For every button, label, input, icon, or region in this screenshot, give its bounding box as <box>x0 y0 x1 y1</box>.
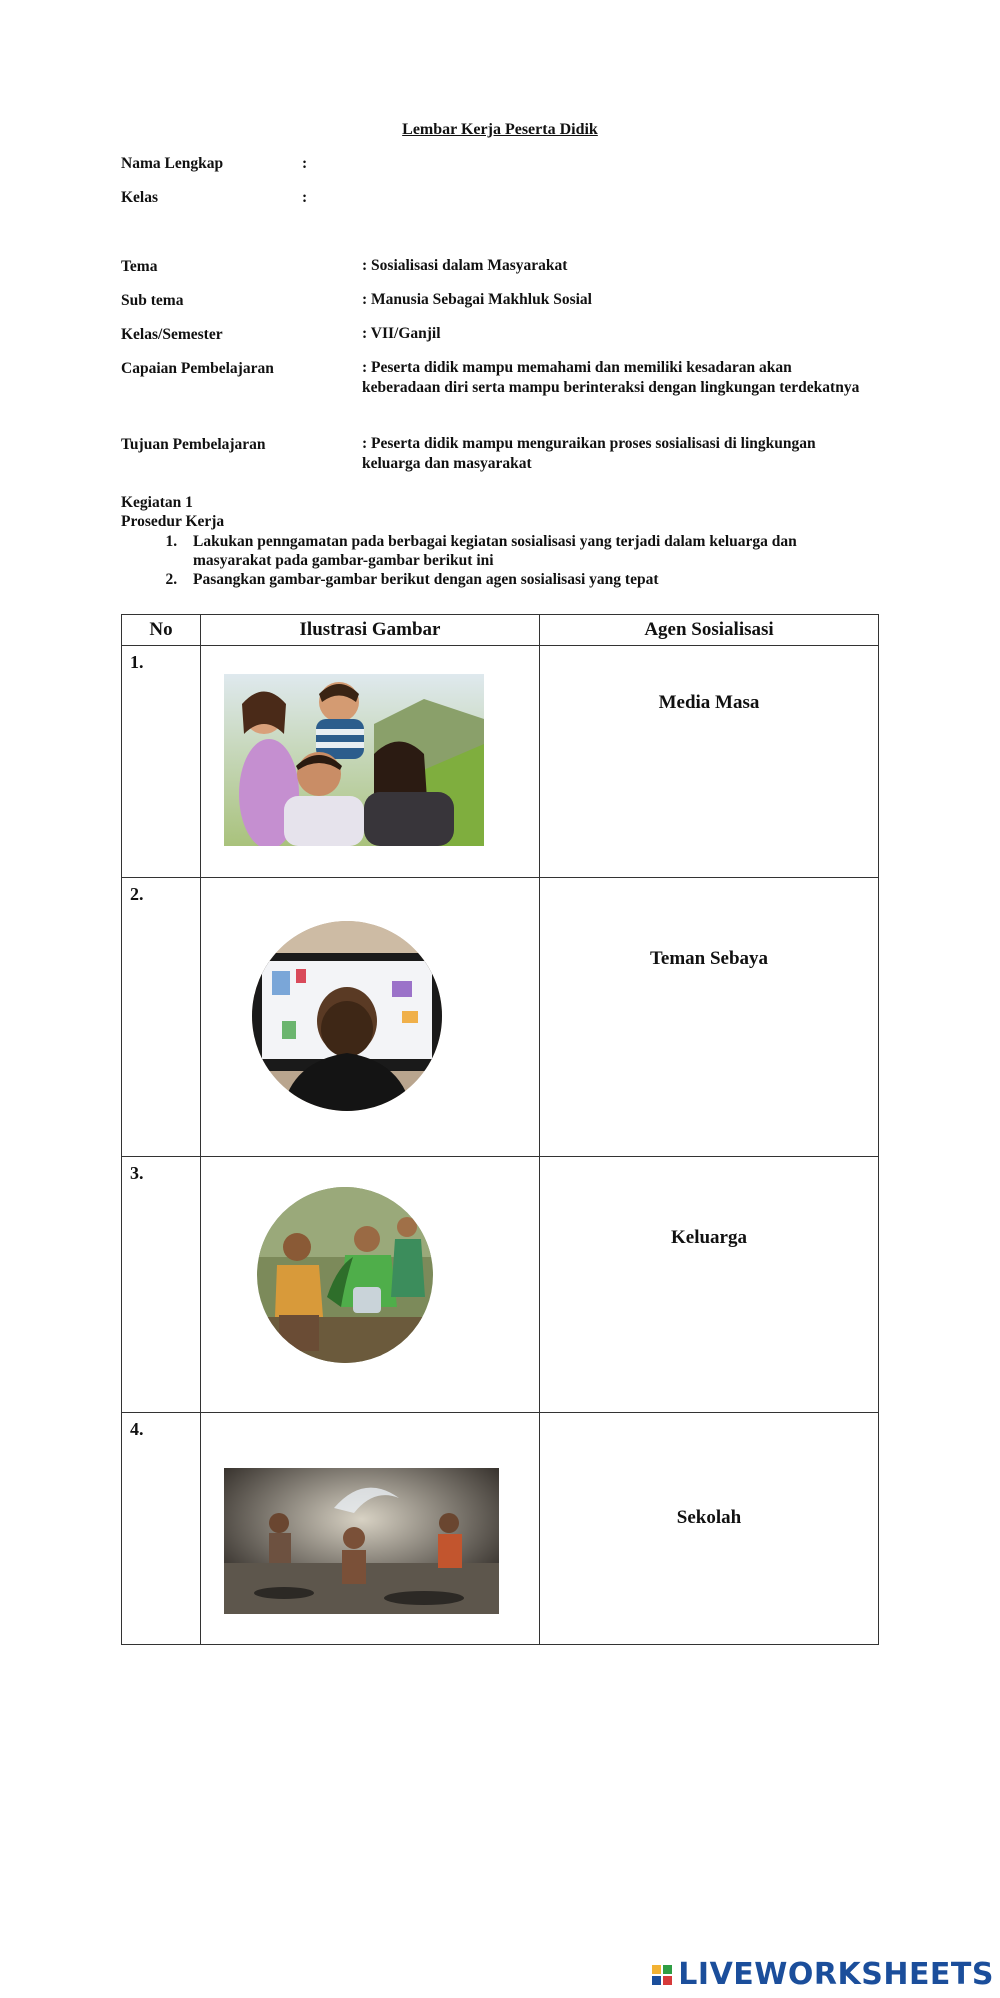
row-number: 3. <box>122 1157 201 1413</box>
agent-cell <box>540 646 879 878</box>
kelas-semester-label: Kelas/Semester <box>121 326 223 343</box>
agent-cell <box>540 1157 879 1413</box>
children-playing-water-photo <box>224 1468 499 1614</box>
subtema-value: : Manusia Sebagai Makhluk Sosial <box>362 291 592 308</box>
subtema-label: Sub tema <box>121 292 184 309</box>
name-colon: : <box>302 155 308 172</box>
capaian-label: Capaian Pembelajaran <box>121 360 274 377</box>
class-colon: : <box>302 189 308 206</box>
capaian-value: : Peserta didik mampu memahami dan memiliki kesadaran akan keberadaan diri serta mampu berinteraksi dengan lingkungan terdekatnya <box>362 359 860 396</box>
procedure-step: 1. Lakukan penngamatan pada berbagai kegiatan sosialisasi yang terjadi dalam keluarga dan masyarakat pada gambar-gambar berikut ini <box>181 532 861 570</box>
family-photo <box>224 674 484 846</box>
kelas-semester-value: : VII/Ganjil <box>362 325 441 342</box>
logo-block <box>663 1976 672 1985</box>
illustration-cell <box>201 646 540 878</box>
agent-label[interactable]: Teman Sebaya <box>649 948 769 969</box>
activity-heading: Kegiatan 1 <box>121 494 193 511</box>
logo-text: LIVEWORKSHEETS <box>678 1957 994 1992</box>
agent-label[interactable]: Keluarga <box>671 1227 747 1248</box>
agent-cell <box>540 1413 879 1645</box>
page-title: Lembar Kerja Peserta Didik <box>402 121 598 138</box>
name-label: Nama Lengkap <box>121 155 224 172</box>
table-row <box>122 878 879 1157</box>
header-illustration: Ilustrasi Gambar <box>201 615 540 646</box>
class-label: Kelas <box>121 189 159 206</box>
logo-block <box>663 1965 672 1974</box>
procedure-steps <box>121 532 861 589</box>
children-gardening-photo <box>257 1187 433 1363</box>
illustration-cell <box>201 1413 540 1645</box>
agent-label[interactable]: Media Masa <box>658 692 760 713</box>
tema-label: Tema <box>121 258 158 275</box>
table-row <box>122 1413 879 1645</box>
agent-cell <box>540 878 879 1157</box>
tujuan-label: Tujuan Pembelajaran <box>121 436 266 453</box>
table-row <box>122 646 879 878</box>
header-agent: Agen Sosialisasi <box>540 615 879 646</box>
logo-block <box>652 1965 661 1974</box>
matching-table <box>121 614 879 1645</box>
logo-block <box>652 1976 661 1985</box>
table-row <box>122 1157 879 1413</box>
illustration-cell <box>201 1157 540 1413</box>
child-watching-tv-photo <box>252 921 442 1111</box>
procedure-step: 2. Pasangkan gambar-gambar berikut dengan agen sosialisasi yang tepat <box>181 570 861 589</box>
row-number: 2. <box>122 878 201 1157</box>
procedure-heading: Prosedur Kerja <box>121 513 225 530</box>
illustration-cell <box>201 878 540 1157</box>
liveworksheets-logo[interactable] <box>652 1957 994 1992</box>
header-no: No <box>122 615 201 646</box>
tujuan-value: : Peserta didik mampu menguraikan proses sosialisasi di lingkungan keluarga dan masyarakat <box>362 435 816 472</box>
row-number: 4. <box>122 1413 201 1645</box>
row-number: 1. <box>122 646 201 878</box>
logo-blocks-icon <box>652 1965 672 1985</box>
tema-value: : Sosialisasi dalam Masyarakat <box>362 257 568 274</box>
agent-label[interactable]: Sekolah <box>676 1507 742 1528</box>
